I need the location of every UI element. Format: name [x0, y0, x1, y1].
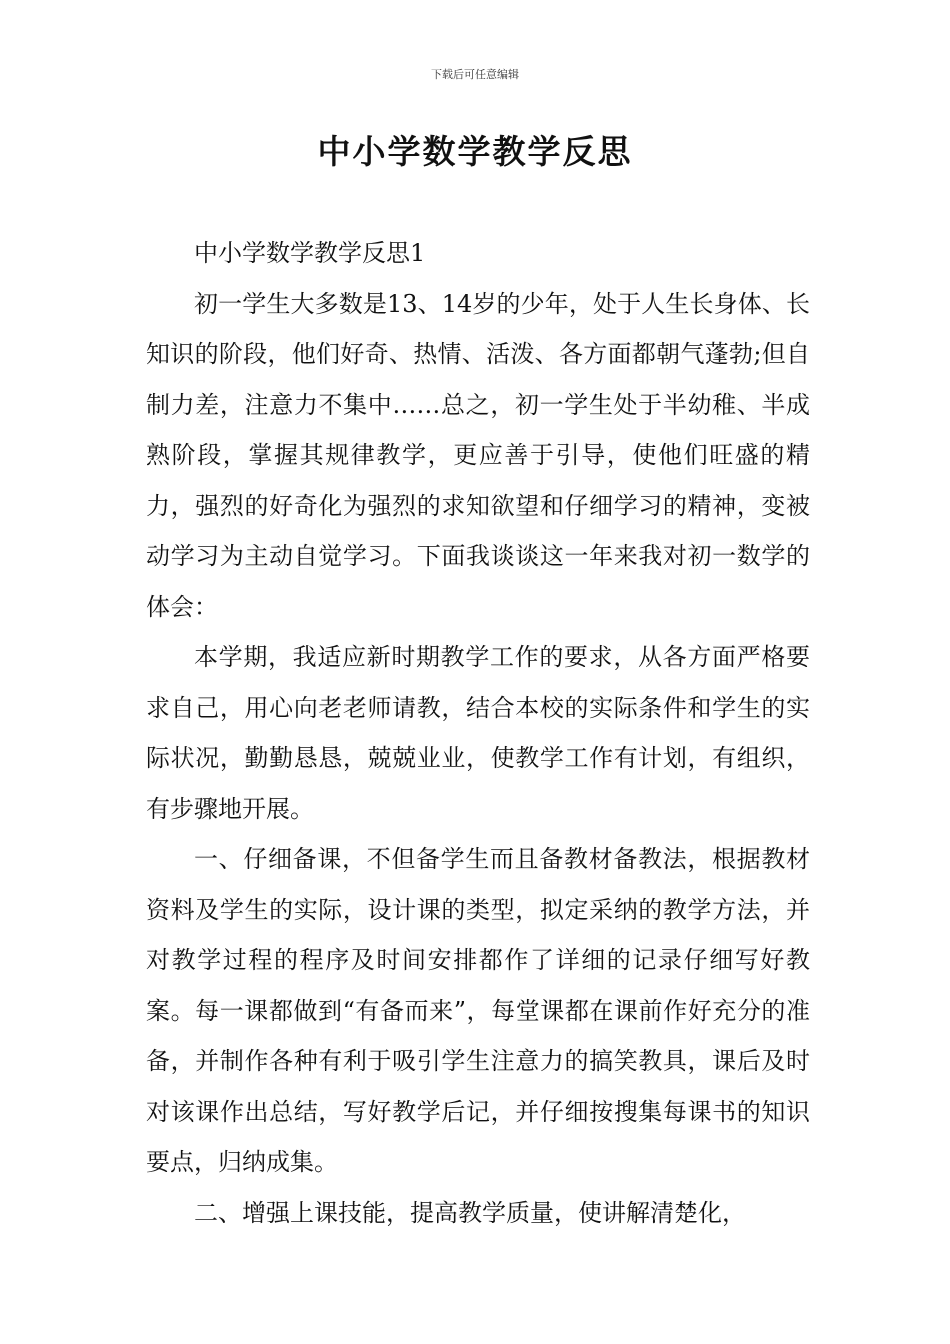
paragraph: 一、仔细备课，不但备学生而且备教材备教法，根据教材资料及学生的实际，设计课的类型，拟定采纳的教学方法，并对教学过程的程序及时间安排都作了详细的记录仔细写好教案。每一课都做到“有备而来”，每堂课都在课前作好充分的准备，并制作各种有利于吸引学生注意力的搞笑教具，课后及时对该课作出总结，写好教学后记，并仔细按搜集每课书的知识要点，归纳成集。: [146, 845, 810, 1176]
header-note: 下载后可任意编辑: [431, 68, 519, 81]
paragraph: 二、增强上课技能，提高教学质量，使讲解清楚化，: [194, 1198, 746, 1227]
document-body: [146, 228, 810, 1238]
paragraph: 本学期，我适应新时期教学工作的要求，从各方面严格要求自己，用心向老老师请教，结合本校的实际条件和学生的实际状况，勤勤恳恳，兢兢业业，使教学工作有计划，有组织，有步骤地开展。: [146, 643, 810, 823]
document-title: 中小学数学教学反思: [317, 132, 633, 171]
paragraph-subtitle: 中小学数学教学反思1: [194, 239, 426, 267]
paragraph: 初一学生大多数是13、14岁的少年，处于人生长身体、长知识的阶段，他们好奇、热情、活泼、各方面都朝气蓬勃;但自制力差，注意力不集中……总之，初一学生处于半幼稚、半成熟阶段，掌握其规律教学，更应善于引导，使他们旺盛的精力，强烈的好奇化为强烈的求知欲望和仔细学习的精神，变被动学习为主动自觉学习。下面我谈谈这一年来我对初一数学的体会：: [146, 289, 810, 621]
